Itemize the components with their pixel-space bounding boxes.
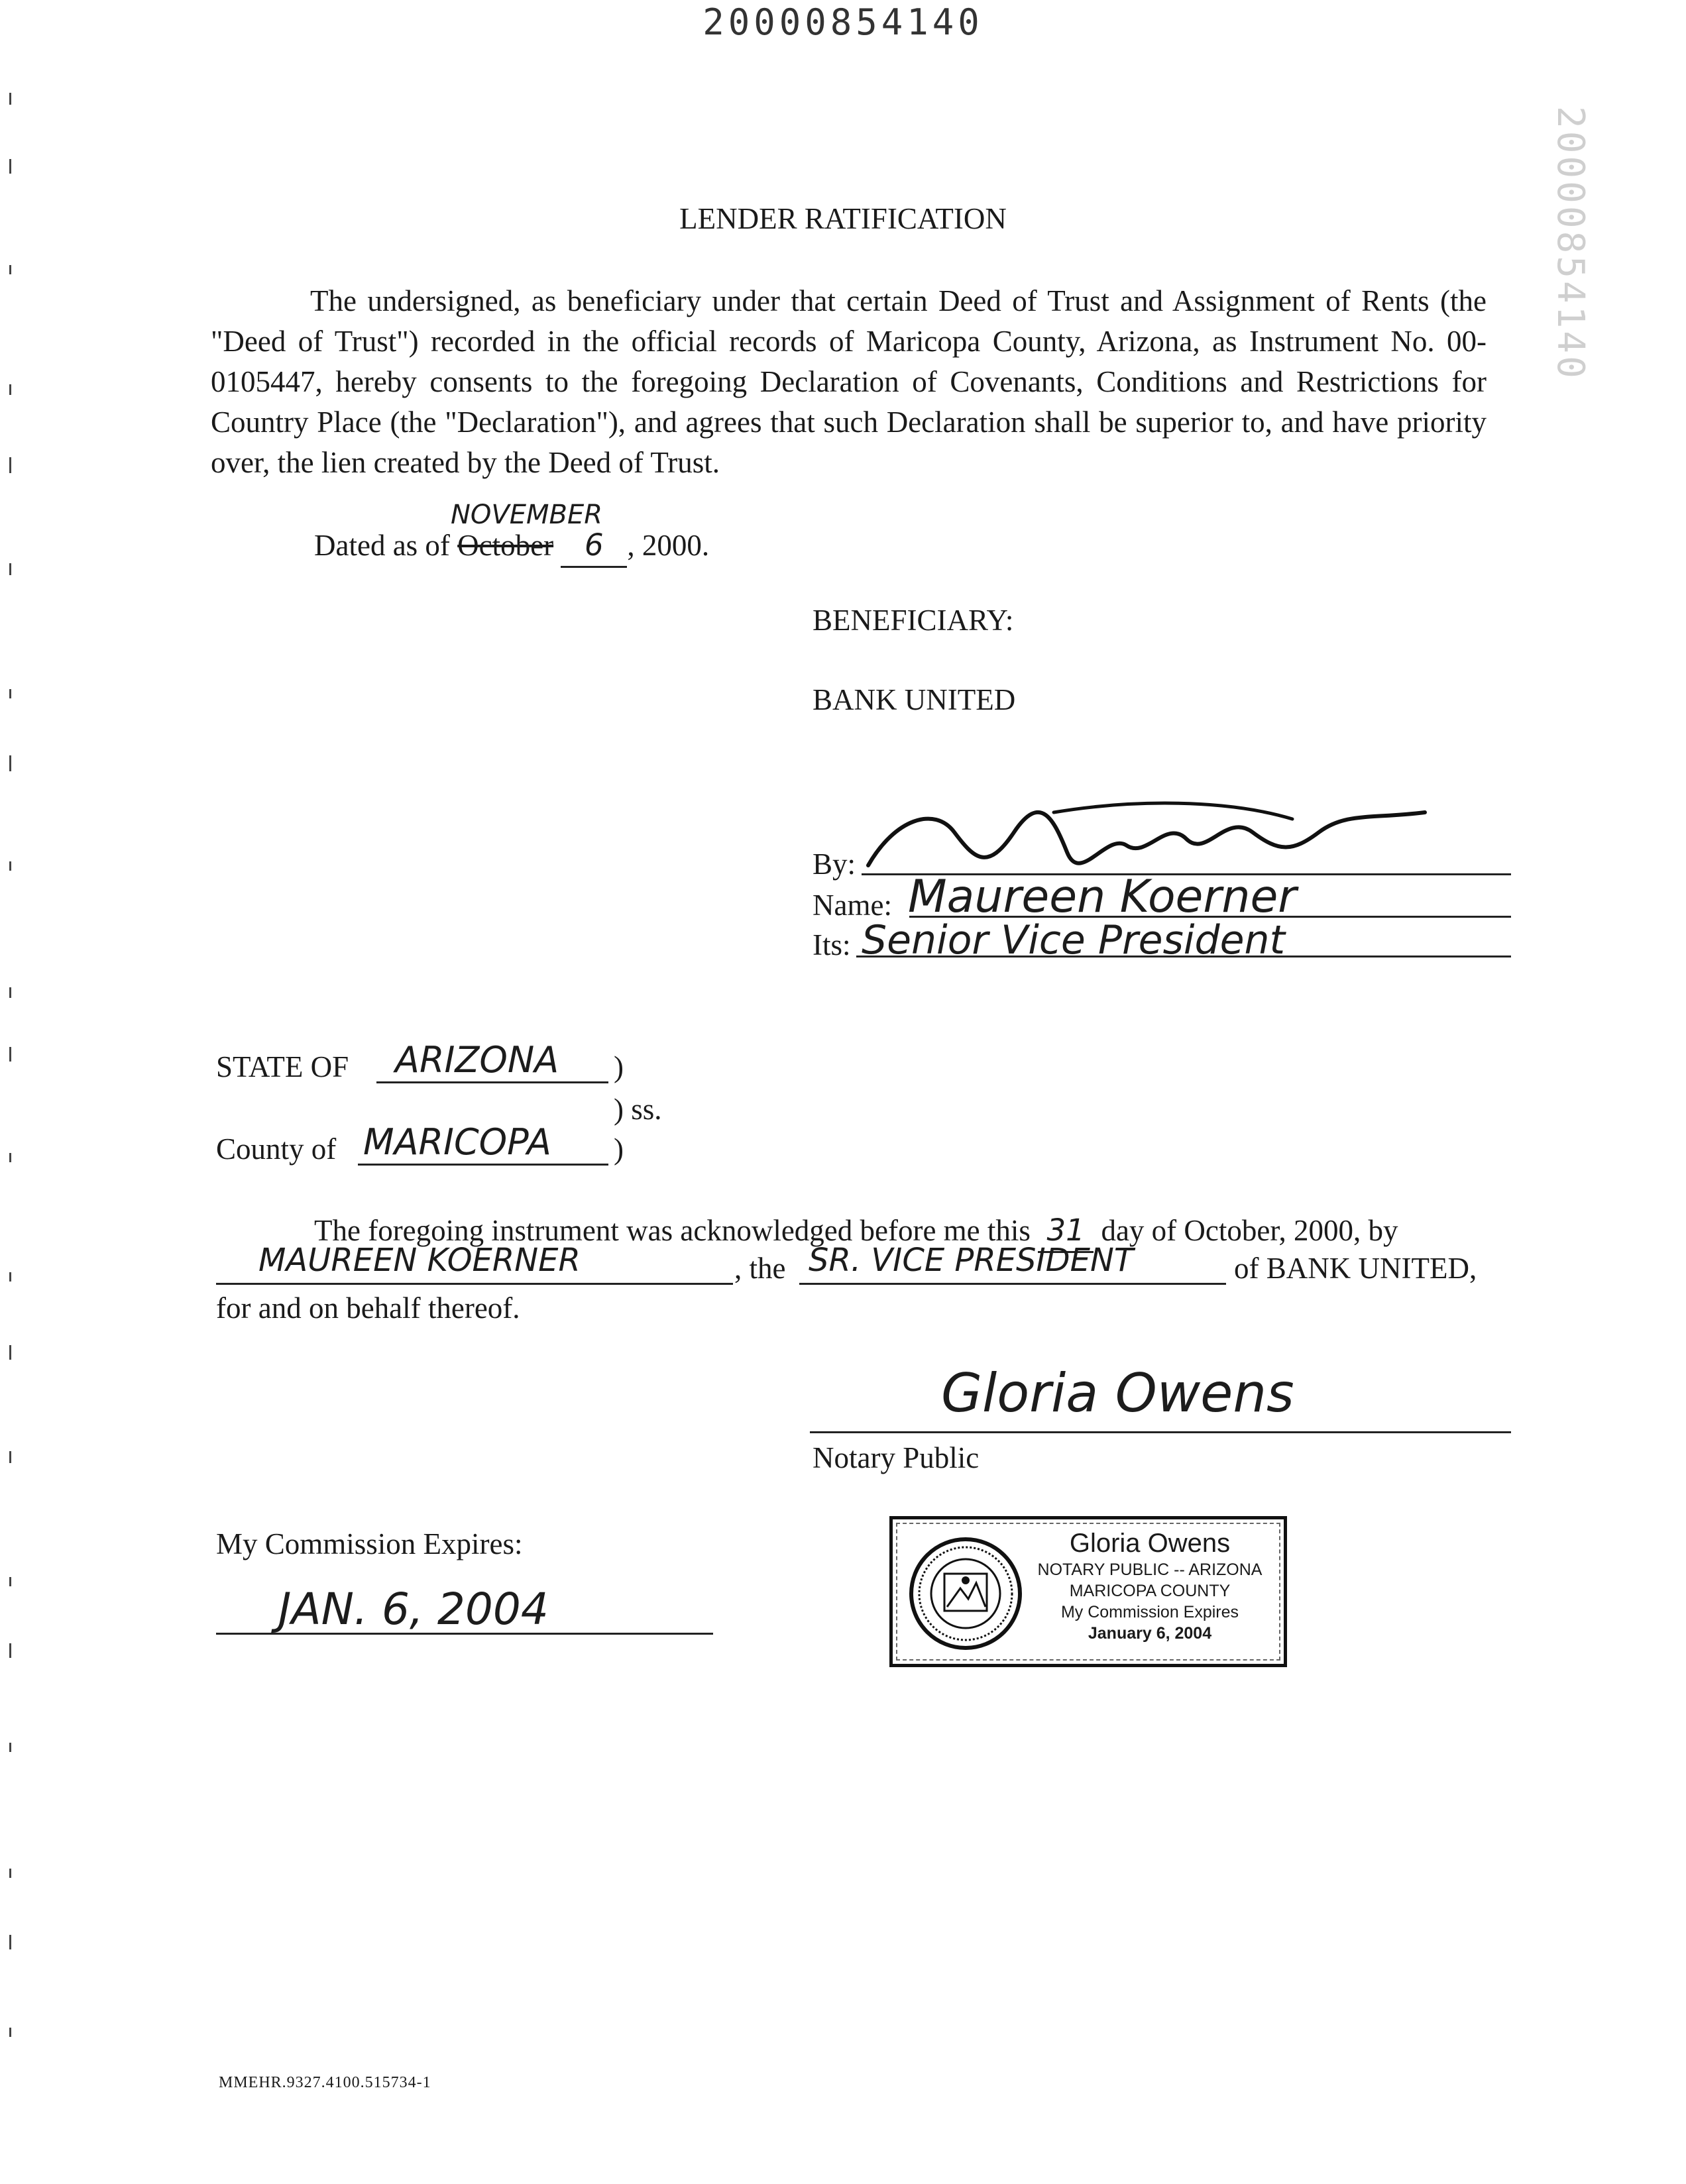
document-title: LENDER RATIFICATION <box>679 202 1007 235</box>
handwritten-ack-role: SR. VICE PRESIDENT <box>809 1242 1134 1279</box>
state-line <box>216 1047 349 1087</box>
county-field-line <box>358 1164 608 1166</box>
margin-mark <box>9 1743 11 1752</box>
ratification-paragraph: The undersigned, as beneficiary under that certain Deed of Trust and Assignment of Rents (the "Deed of Trust") recorded in the official records of Maricopa County, Arizona, as Instrument No. 00-0105447, hereby consents to the foregoing Declaration of Covenants, Conditions and Restrictions for Country Place (the "Declaration"), and agrees that such Declaration shall be superior to, and have priority over, the lien created by the Deed of Trust. <box>211 284 1487 479</box>
margin-mark <box>9 1451 11 1463</box>
ack-part1: The foregoing instrument was acknowledged before me this <box>314 1214 1031 1247</box>
state-close-paren: ) <box>614 1050 624 1083</box>
margin-mark <box>9 2028 11 2037</box>
state-label: STATE OF <box>216 1050 349 1083</box>
document-number: 20000854140 <box>702 1 984 43</box>
margin-mark <box>9 1643 11 1658</box>
stamp-name: Gloria Owens <box>1069 1529 1231 1558</box>
struck-month: October <box>457 529 554 562</box>
handwritten-ack-day: 31 <box>1046 1213 1085 1248</box>
handwritten-county: MARICOPA <box>363 1121 552 1163</box>
margin-mark <box>9 1577 11 1586</box>
margin-mark <box>9 265 11 274</box>
ack-part2: day of October, 2000, by <box>1101 1214 1398 1247</box>
stamp-text <box>1023 1527 1277 1644</box>
dated-line <box>314 525 709 568</box>
beneficiary-name: BANK UNITED <box>813 683 1016 716</box>
county-close-paren: ) <box>614 1132 624 1166</box>
by-label: By: <box>813 847 856 881</box>
margin-mark <box>9 563 11 575</box>
ack-part3: of BANK UNITED, <box>1234 1252 1477 1285</box>
margin-mark <box>9 987 11 998</box>
stamp-line-1: NOTARY PUBLIC -- ARIZONA <box>1037 1560 1263 1579</box>
county-line <box>216 1129 336 1170</box>
commission-label: My Commission Expires: <box>216 1527 523 1560</box>
margin-mark <box>9 861 11 871</box>
margin-mark <box>9 1272 11 1282</box>
notary-signature: Gloria Owens <box>941 1362 1294 1424</box>
margin-mark <box>9 1153 11 1162</box>
handwritten-month: NOVEMBER <box>451 500 603 530</box>
notary-signature-line <box>810 1431 1511 1433</box>
state-field-line <box>376 1081 608 1083</box>
margin-mark <box>9 689 11 698</box>
ss-label: ) ss. <box>614 1093 662 1126</box>
margin-mark <box>9 457 11 473</box>
beneficiary-label: BENEFICIARY: <box>813 604 1014 637</box>
ack-part4: for and on behalf thereof. <box>216 1291 520 1325</box>
county-label: County of <box>216 1132 337 1166</box>
handwritten-ack-person: MAUREEN KOERNER <box>258 1242 581 1279</box>
ack-role-line <box>799 1283 1226 1285</box>
margin-mark <box>9 755 11 771</box>
dated-suffix: , 2000. <box>627 529 710 562</box>
notary-label: Notary Public <box>813 1441 980 1474</box>
margin-mark <box>9 93 11 105</box>
arizona-seal-icon <box>907 1535 1024 1652</box>
stamp-line-4: January 6, 2004 <box>1088 1624 1212 1643</box>
margin-mark <box>9 384 11 395</box>
margin-mark <box>9 1869 11 1878</box>
stamp-line-2: MARICOPA COUNTY <box>1069 1582 1231 1600</box>
its-label: Its: <box>813 928 851 961</box>
ack-the: , the <box>734 1252 786 1285</box>
margin-mark <box>9 159 11 174</box>
notary-stamp <box>889 1516 1287 1667</box>
handwritten-name: Maureen Koerner <box>908 871 1297 923</box>
handwritten-title: Senior Vice President <box>862 917 1286 963</box>
stamp-line-3: My Commission Expires <box>1060 1603 1239 1621</box>
margin-mark <box>9 1345 11 1360</box>
handwritten-state: ARIZONA <box>395 1039 559 1081</box>
name-label: Name: <box>813 889 892 922</box>
side-stamp-text: 20000854140 <box>1549 106 1592 381</box>
handwritten-commission-date: JAN. 6, 2004 <box>278 1584 549 1635</box>
margin-mark <box>9 1047 11 1062</box>
dated-prefix: Dated as of <box>314 529 450 562</box>
margin-mark <box>9 1935 11 1949</box>
dated-day-field <box>561 525 627 568</box>
footer-reference: MMEHR.9327.4100.515734-1 <box>219 2074 431 2091</box>
ack-person-line <box>216 1283 733 1285</box>
handwritten-day: 6 <box>585 527 604 563</box>
